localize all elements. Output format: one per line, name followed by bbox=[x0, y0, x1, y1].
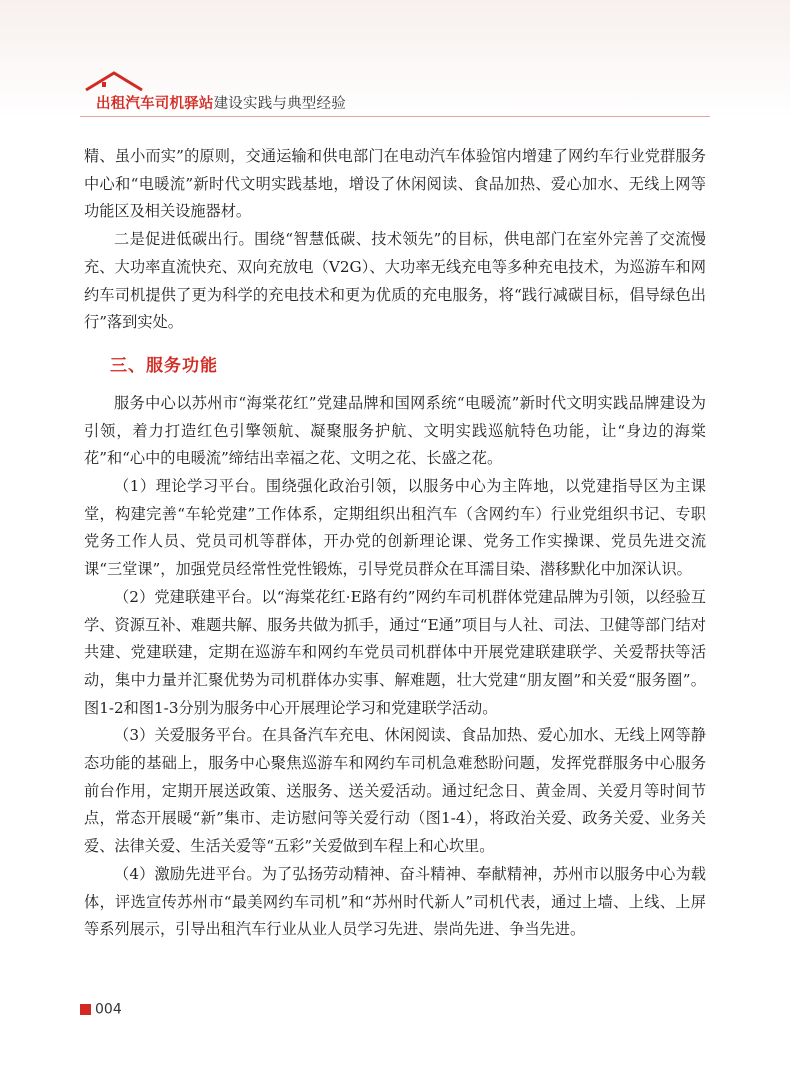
paragraph-continued: 精、虽小而实”的原则，交通运输和供电部门在电动汽车体验馆内增建了网约车行业党群服务中心和“电暖流”新时代文明实践基地，增设了休闲阅读、食品加热、爱心加水、无线上网等功能区及相关设施器材。 bbox=[84, 147, 706, 221]
paragraph-service-intro: 服务中心以苏州市“海棠花红”党建品牌和国网系统“电暖流”新时代文明实践品牌建设为引领，着力打造红色引擎领航、凝聚服务护航、文明实践巡航特色功能，让“身边的海棠花”和“心中的电暖流”缔结出幸福之花、文明之花、长盛之花。 bbox=[84, 393, 706, 468]
header-title-rest: 建设实践与典型经验 bbox=[213, 96, 346, 112]
paragraph-care-service-platform: （3）关爱服务平台。在具备汽车充电、休闲阅读、食品加热、爱心加水、无线上网等静态功能的基础上，服务中心聚焦巡游车和网约车司机急难愁盼问题，发挥党群服务中心服务前台作用，定期开展送政策、送服务、送关爱活动。通过纪念日、黄金周、关爱月等时间节点，常态开展暖“新”集市、走访慰问等关爱行动（图1-4），将政治关爱、政务关爱、业务关爱、法律关爱、生活关爱等“五彩”关爱做到车程上和心坎里。 bbox=[84, 726, 706, 856]
header-divider bbox=[80, 116, 710, 117]
section-heading: 三、服务功能 bbox=[110, 355, 218, 376]
page-body bbox=[84, 143, 706, 944]
running-header-title bbox=[96, 92, 346, 113]
page-marker-icon bbox=[80, 1004, 91, 1015]
paragraph-party-building-platform: （2）党建联建平台。以“海棠花红·E路有约”网约车司机群体党建品牌为引领，以经验互学、资源互补、难题共解、服务共做为抓手，通过“E通”项目与人社、司法、卫健等部门结对共建、党建联建，定期在巡游车和网约车党员司机群体中开展党建联建联学、关爱帮扶等活动，集中力量并汇聚优势为司机群体办实事、解难题，壮大党建“朋友圈”和关爱“服务圈”。图1-2和图1-3分别为服务中心开展理论学习和党建联学活动。 bbox=[84, 587, 706, 717]
header-title-accent: 出租汽车司机驿站 bbox=[96, 96, 214, 112]
page-footer bbox=[80, 999, 122, 1018]
paragraph-incentive-platform: （4）激励先进平台。为了弘扬劳动精神、奋斗精神、奉献精神，苏州市以服务中心为载体，评选宣传苏州市“最美网约车司机”和“苏州时代新人”司机代表，通过上墙、上线、上屏等系列展示，引导出租汽车行业从业人员学习先进、崇尚先进、争当先进。 bbox=[84, 864, 706, 939]
paragraph-theory-platform: （1）理论学习平台。围绕强化政治引领，以服务中心为主阵地，以党建指导区为主课堂，构建完善“车轮党建”工作体系，定期组织出租汽车（含网约车）行业党组织书记、专职党务工作人员、党员司机等群体，开办党的创新理论课、党务工作实操课、党员先进交流课“三堂课”，加强党员经常性党性锻炼，引导党员群众在耳濡目染、潜移默化中加深认识。 bbox=[84, 477, 706, 579]
page-number: 004 bbox=[95, 1001, 122, 1018]
paragraph-low-carbon: 二是促进低碳出行。围绕“智慧低碳、技术领先”的目标，供电部门在室外完善了交流慢充、大功率直流快充、双向充放电（V2G）、大功率无线充电等多种充电技术，为巡游车和网约车司机提供了更为科学的充电技术和更为优质的充电服务，将“践行减碳目标，倡导绿色出行”落到实处。 bbox=[84, 230, 706, 332]
